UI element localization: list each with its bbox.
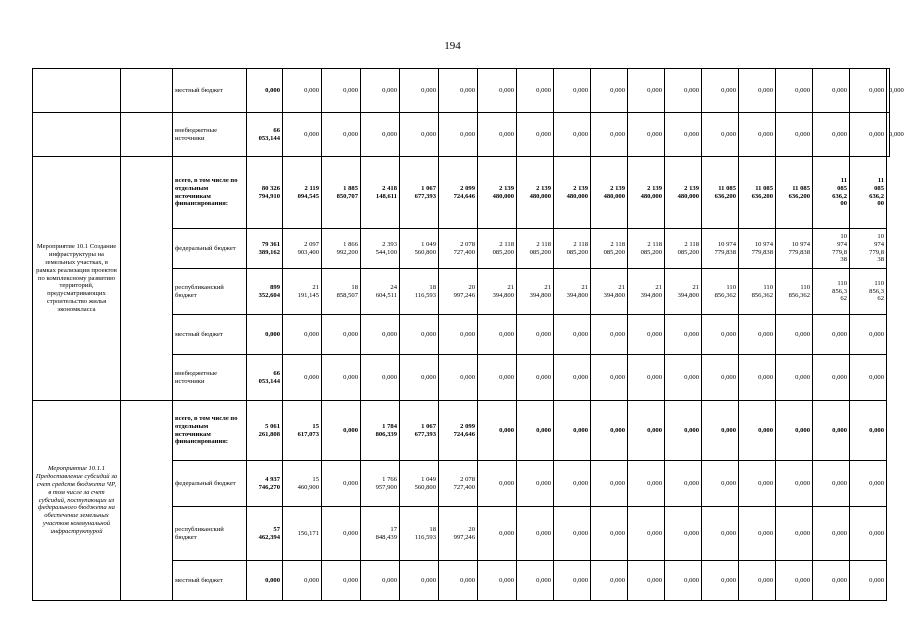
total-cell: 79 361 389,162 [247,229,283,269]
value-cell: 2 118 085,200 [665,229,702,269]
value-cell: 0,000 [322,401,361,461]
value-cell: 0,000 [361,561,400,601]
value-cell: 10 974 779,8 38 [850,229,887,269]
value-cell: 2 118 085,200 [517,229,554,269]
value-cell: 0,000 [517,401,554,461]
value-cell: 0,000 [439,315,478,355]
value-cell: 0,000 [517,561,554,601]
blank-cell [121,401,173,601]
value-cell: 0,000 [850,561,887,601]
value-cell: 0,000 [739,113,776,157]
value-cell: 15 617,073 [283,401,322,461]
value-cell: 110 856,362 [739,269,776,315]
value-cell: 0,000 [517,355,554,401]
value-cell: 2 139 480,000 [517,157,554,229]
funding-source: внебюджетные источники [173,113,247,157]
value-cell: 0,000 [702,507,739,561]
value-cell: 110 856,3 62 [813,269,850,315]
value-cell: 0,000 [361,113,400,157]
funding-source: внебюджетные источники [173,355,247,401]
value-cell: 21 394,800 [591,269,628,315]
total-cell: 0,000 [247,315,283,355]
total-cell: 0,000 [247,69,283,113]
value-cell: 0,000 [591,461,628,507]
value-cell: 0,000 [361,69,400,113]
value-cell: 2 097 903,400 [283,229,322,269]
value-cell: 10 974 779,838 [739,229,776,269]
value-cell: 0,000 [591,561,628,601]
value-cell: 2 099 724,646 [439,401,478,461]
value-cell: 0,000 [702,401,739,461]
value-cell: 0,000 [813,561,850,601]
value-cell: 18 116,593 [400,269,439,315]
value-cell: 0,000 [702,69,739,113]
value-cell: 0,000 [322,113,361,157]
value-cell: 0,000 [665,507,702,561]
value-cell: 0,000 [517,315,554,355]
value-cell: 21 394,800 [665,269,702,315]
value-cell: 0,000 [739,355,776,401]
value-cell: 0,000 [739,315,776,355]
value-cell: 1 067 677,393 [400,157,439,229]
value-cell: 11 085 636,200 [702,157,739,229]
value-cell: 0,000 [591,69,628,113]
table-row [33,401,890,461]
value-cell: 0,000 [665,461,702,507]
value-cell: 0,000 [554,113,591,157]
value-cell: 0,000 [776,507,813,561]
value-cell: 17 848,439 [361,507,400,561]
value-cell: 0,000 [322,315,361,355]
value-cell: 1 784 806,339 [361,401,400,461]
value-cell: 21 394,800 [517,269,554,315]
funding-source: республиканский бюджет [173,507,247,561]
value-cell: 21 394,800 [628,269,665,315]
value-cell: 0,000 [776,113,813,157]
value-cell: 0,000 [776,69,813,113]
blank-cell [121,69,173,113]
value-cell: 11 085 636,2 00 [850,157,887,229]
value-cell: 0,000 [591,355,628,401]
value-cell: 0,000 [283,561,322,601]
value-cell: 0,000 [887,69,890,113]
value-cell: 0,000 [702,461,739,507]
value-cell: 0,000 [702,561,739,601]
table-row [33,157,890,229]
value-cell: 1 049 560,800 [400,461,439,507]
value-cell: 0,000 [283,315,322,355]
value-cell: 0,000 [554,315,591,355]
funding-source: всего, в том числе по отдельным источникам финансирования: [173,401,247,461]
value-cell: 0,000 [400,113,439,157]
value-cell: 0,000 [478,113,517,157]
value-cell: 0,000 [554,561,591,601]
value-cell: 0,000 [887,113,890,157]
value-cell: 0,000 [591,113,628,157]
value-cell: 0,000 [400,561,439,601]
value-cell: 0,000 [554,355,591,401]
value-cell: 0,000 [591,507,628,561]
funding-source: местный бюджет [173,315,247,355]
value-cell: 0,000 [361,315,400,355]
value-cell: 20 997,246 [439,269,478,315]
value-cell: 0,000 [813,113,850,157]
value-cell: 0,000 [283,113,322,157]
value-cell: 0,000 [739,401,776,461]
value-cell: 0,000 [439,113,478,157]
total-cell: 5 061 261,808 [247,401,283,461]
value-cell: 0,000 [702,113,739,157]
value-cell: 0,000 [813,461,850,507]
value-cell: 0,000 [628,113,665,157]
value-cell: 0,000 [628,507,665,561]
value-cell: 0,000 [702,315,739,355]
value-cell: 0,000 [850,355,887,401]
event-description: Мероприятие 10.1 Создание инфраструктуры на земельных участках, в рамках реализации проектов по комплексному развитию территорий, предусматривающих строительство жилья экономкласса [33,157,121,401]
value-cell: 0,000 [478,69,517,113]
value-cell: 0,000 [322,561,361,601]
value-cell: 0,000 [850,315,887,355]
value-cell: 10 974 779,838 [776,229,813,269]
funding-source: местный бюджет [173,561,247,601]
budget-table [32,68,904,601]
value-cell: 0,000 [478,561,517,601]
total-cell: 66 053,144 [247,113,283,157]
value-cell: 0,000 [439,69,478,113]
page-number: 194 [444,40,461,52]
funding-source: всего, в том числе по отдельным источникам финансирования: [173,157,247,229]
value-cell: 0,000 [813,355,850,401]
value-cell: 2 078 727,400 [439,229,478,269]
value-cell: 0,000 [322,507,361,561]
value-cell: 0,000 [400,355,439,401]
value-cell: 0,000 [628,401,665,461]
value-cell: 2 118 085,200 [628,229,665,269]
value-cell: 0,000 [628,69,665,113]
value-cell: 0,000 [665,561,702,601]
value-cell: 2 118 085,200 [554,229,591,269]
funding-source: местный бюджет [173,69,247,113]
value-cell: 0,000 [850,69,887,113]
total-cell: 0,000 [247,561,283,601]
table-row [33,113,890,157]
total-cell: 899 352,604 [247,269,283,315]
value-cell: 0,000 [850,113,887,157]
value-cell: 0,000 [283,69,322,113]
value-cell: 0,000 [813,315,850,355]
value-cell: 2 139 480,000 [591,157,628,229]
value-cell: 0,000 [776,461,813,507]
value-cell: 0,000 [591,401,628,461]
value-cell: 0,000 [400,315,439,355]
value-cell: 2 118 085,200 [591,229,628,269]
funding-source: республиканский бюджет [173,269,247,315]
value-cell: 0,000 [628,461,665,507]
funding-source: федеральный бюджет [173,229,247,269]
total-cell: 57 462,394 [247,507,283,561]
value-cell: 0,000 [554,507,591,561]
value-cell: 2 418 148,611 [361,157,400,229]
value-cell: 0,000 [478,355,517,401]
value-cell: 0,000 [739,461,776,507]
value-cell: 0,000 [361,355,400,401]
value-cell: 0,000 [739,561,776,601]
value-cell: 1 766 957,900 [361,461,400,507]
total-cell: 66 053,144 [247,355,283,401]
value-cell: 0,000 [813,69,850,113]
value-cell: 110 856,3 62 [850,269,887,315]
value-cell: 11 085 636,200 [739,157,776,229]
value-cell: 21 394,800 [478,269,517,315]
value-cell: 11 085 636,2 00 [813,157,850,229]
value-cell: 0,000 [665,69,702,113]
value-cell: 2 393 544,100 [361,229,400,269]
value-cell: 20 997,246 [439,507,478,561]
value-cell: 2 118 085,200 [478,229,517,269]
value-cell: 1 866 992,200 [322,229,361,269]
total-cell: 80 326 794,910 [247,157,283,229]
value-cell: 2 119 094,545 [283,157,322,229]
value-cell: 0,000 [517,461,554,507]
value-cell: 0,000 [776,315,813,355]
value-cell: 0,000 [322,461,361,507]
value-cell: 1 049 560,800 [400,229,439,269]
value-cell: 0,000 [517,507,554,561]
value-cell: 0,000 [628,561,665,601]
value-cell: 0,000 [554,401,591,461]
value-cell: 11 085 636,200 [776,157,813,229]
value-cell: 0,000 [322,355,361,401]
value-cell: 0,000 [850,507,887,561]
value-cell: 10 974 779,8 38 [813,229,850,269]
value-cell: 0,000 [591,315,628,355]
value-cell: 0,000 [665,401,702,461]
blank-cell [121,157,173,401]
value-cell: 2 139 480,000 [478,157,517,229]
value-cell: 0,000 [739,69,776,113]
value-cell: 156,171 [283,507,322,561]
value-cell: 2 078 727,400 [439,461,478,507]
value-cell: 24 604,511 [361,269,400,315]
value-cell: 18 116,593 [400,507,439,561]
value-cell: 1 885 850,707 [322,157,361,229]
value-cell: 0,000 [813,507,850,561]
value-cell: 2 139 480,000 [554,157,591,229]
value-cell: 0,000 [554,461,591,507]
value-cell: 0,000 [322,69,361,113]
value-cell: 0,000 [739,507,776,561]
value-cell: 0,000 [628,315,665,355]
value-cell: 10 974 779,838 [702,229,739,269]
value-cell: 0,000 [478,461,517,507]
value-cell: 0,000 [665,315,702,355]
value-cell: 0,000 [478,315,517,355]
blank-cell [121,113,173,157]
total-cell: 4 937 746,270 [247,461,283,507]
value-cell: 0,000 [517,69,554,113]
value-cell: 0,000 [517,113,554,157]
table-row [33,69,890,113]
event-cell [33,69,121,113]
value-cell: 0,000 [478,507,517,561]
value-cell: 110 856,362 [702,269,739,315]
value-cell: 0,000 [702,355,739,401]
value-cell: 110 856,362 [776,269,813,315]
value-cell: 0,000 [554,69,591,113]
value-cell: 21 394,800 [554,269,591,315]
value-cell: 2 099 724,646 [439,157,478,229]
value-cell: 0,000 [776,401,813,461]
value-cell: 0,000 [439,561,478,601]
value-cell: 0,000 [439,355,478,401]
value-cell: 18 858,507 [322,269,361,315]
value-cell: 0,000 [665,113,702,157]
value-cell: 0,000 [628,355,665,401]
value-cell: 2 139 480,000 [665,157,702,229]
value-cell: 0,000 [850,461,887,507]
value-cell: 21 191,145 [283,269,322,315]
event-description: Мероприятие 10.1.1 Предоставление субсидий за счет средств бюджета ЧР, в том числе за счет субсидий, поступающих из федерального бюджета на обеспечение земельных участков коммунальной инфраструктурой [33,401,121,601]
value-cell: 0,000 [665,355,702,401]
value-cell: 0,000 [776,561,813,601]
value-cell: 0,000 [776,355,813,401]
event-cell [33,113,121,157]
value-cell: 0,000 [813,401,850,461]
value-cell: 1 067 677,393 [400,401,439,461]
value-cell: 0,000 [850,401,887,461]
value-cell: 0,000 [400,69,439,113]
value-cell: 0,000 [283,355,322,401]
value-cell: 15 460,900 [283,461,322,507]
value-cell: 0,000 [478,401,517,461]
value-cell: 2 139 480,000 [628,157,665,229]
funding-source: федеральный бюджет [173,461,247,507]
